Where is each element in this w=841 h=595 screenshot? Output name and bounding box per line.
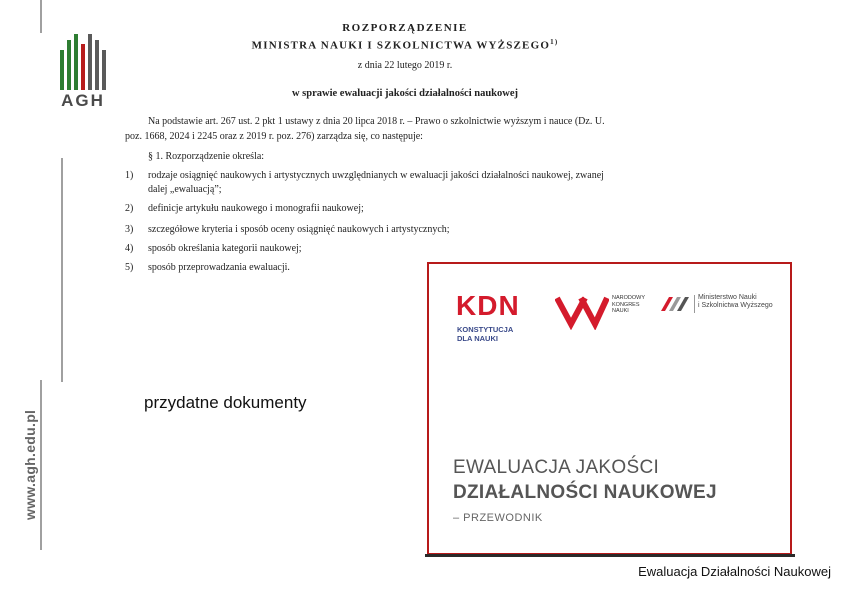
ncn-logo-icon <box>555 294 609 335</box>
kdn-logo: KDN <box>456 290 520 321</box>
item-number: 3) <box>125 224 134 235</box>
regulation-issuer-text: MINISTRA NAUKI I SZKOLNICTWA WYŻSZEGO <box>251 39 551 52</box>
preamble-line-1: Na podstawie art. 267 ust. 2 pkt 1 ustawy z dnia 20 lipca 2018 r. – Prawo o szkolnictwie wyższym i nauce (Dz. U. <box>148 116 605 127</box>
regulation-title: ROZPORZĄDZENIE <box>342 22 468 34</box>
ministry-logo-icon <box>661 295 691 318</box>
bottom-rail-line <box>40 380 42 550</box>
list-item: sposób przeprowadzania ewaluacji. <box>148 262 290 273</box>
kdn-subtitle-line-2: DLA NAUKI <box>457 334 498 343</box>
regulation-issuer <box>240 38 570 52</box>
regulation-date: z dnia 22 lutego 2019 r. <box>357 60 453 71</box>
guide-cover-image[interactable] <box>427 262 792 555</box>
university-url[interactable]: www.agh.edu.pl <box>22 409 38 520</box>
item-number: 4) <box>125 243 134 254</box>
section-heading: § 1. Rozporządzenie określa: <box>148 151 265 162</box>
agh-logo-icon <box>58 34 108 90</box>
list-item-continuation: dalej „ewaluacją”; <box>148 184 222 195</box>
ncn-line-2: KONGRES <box>612 301 640 308</box>
ministry-logo-text <box>698 294 773 310</box>
kdn-subtitle <box>457 325 513 343</box>
middle-rail-line <box>61 158 63 382</box>
list-item: sposób określania kategorii naukowej; <box>148 243 302 254</box>
regulation-subject: w sprawie ewaluacji jakości działalności naukowej <box>291 88 519 99</box>
kdn-subtitle-line-1: KONSTYTUCJA <box>457 325 514 334</box>
item-number: 2) <box>125 203 134 214</box>
ministry-line-2: i Szkolnictwa Wyższego <box>698 302 773 309</box>
ncn-line-3: NAUKI <box>612 308 629 315</box>
cover-title-line-2: DZIAŁALNOŚCI NAUKOWEJ <box>453 482 717 503</box>
ncn-logo-text <box>612 295 645 315</box>
footnote-mark: 1) <box>550 38 559 46</box>
agh-logo-text: AGH <box>61 91 105 110</box>
list-item: rodzaje osiągnięć naukowych i artystycznych uwzględnianych w ewaluacji jakości działalności naukowej, zwanej <box>148 170 604 181</box>
item-number: 1) <box>125 170 134 181</box>
top-rail-line <box>40 0 42 33</box>
list-item: szczegółowe kryteria i sposób oceny osiągnięć naukowych i artystycznych; <box>148 224 450 235</box>
cover-title-line-1: EWALUACJA JAKOŚCI <box>453 457 660 478</box>
cover-bottom-edge <box>425 554 795 557</box>
list-item: definicje artykułu naukowego i monografii naukowej; <box>148 203 364 214</box>
cover-title-line-3: – PRZEWODNIK <box>453 512 543 524</box>
ncn-line-1: NARODOWY <box>612 295 645 301</box>
item-number: 5) <box>125 262 134 273</box>
ministry-line-1: Ministerstwo Nauki <box>698 294 757 301</box>
useful-documents-label[interactable]: przydatne dokumenty <box>144 393 307 412</box>
slide-footer: Ewaluacja Działalności Naukowej <box>638 564 831 579</box>
preamble-line-2: poz. 1668, 2024 i 2245 oraz z 2019 r. poz. 276) zarządza się, co następuje: <box>125 131 423 142</box>
ministry-divider <box>694 295 695 313</box>
